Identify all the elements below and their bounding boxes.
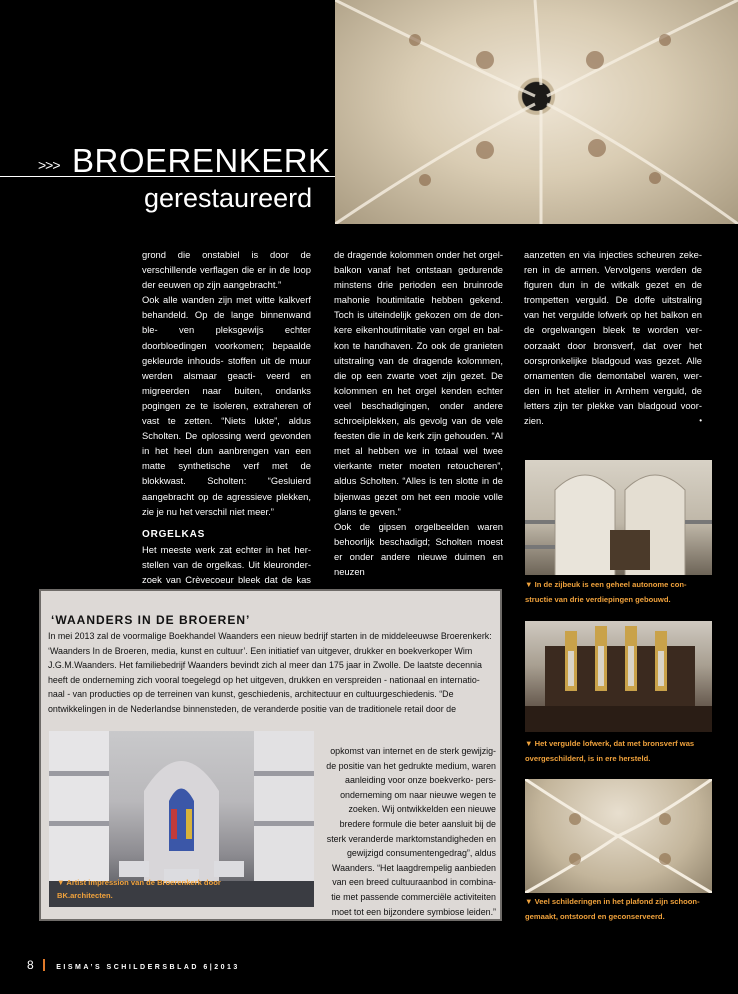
text-column-1 <box>142 247 311 602</box>
footer-divider <box>43 959 45 971</box>
box-quote-text: opkomst van internet en de sterk gewijzig- de positie van het gedrukte medium, waren aanleiding voor onze boekverko- pers-onderneming om naar nieuwe wegen te zoeken. Wij ontwikkelden een nieuwe bredere formule die beter aansluit bij de sterk veranderde marktomstandigheden en gewijzigd consumentengedrag”, aldus Waanders. “Het laagdrempelig aanbieden van een breed cultuuraanbod in combina- tie met passende commerciële activiteiten moet tot een bijzondere symbiose leiden.” <box>326 746 496 917</box>
paragraph <box>524 247 702 428</box>
box-photo-caption: ▼ Artist impression van de Broerenkerk door BK.architecten. <box>57 878 221 900</box>
sidebar-box <box>39 589 502 921</box>
paragraph: de dragende kolommen onder het orgel- balkon vanaf het ontstaan gedurende minstens drie perioden een bruinrode mahonie houtimitatie hebben gekend. Toch is uiteindelijk gekozen om de don- kere eikenhoutimitatie van orgel en bal- kon te handhaven. Zo ook de granieten uitstraling van de dragende kolommen, die op een zwarte voet zijn gezet. De kolommen en het orgel kenden echter veel beschadigingen, onder andere schroeiplekken, als gevolg van de vele feesten die in de kerk zijn gehouden. “Al met al hebben we in totaal wel twee vierkante meter moeten retoucheren”, aldus Scholten. “Alles is ten slotte in de bijenwas gezet om het een mooie volle glans te geven.” <box>334 249 503 517</box>
photo-caption: ▼ In de zijbeuk is een geheel autonome con- structie van drie verdiepingen gebouwd. <box>525 580 687 604</box>
page-number: 8 <box>27 958 35 972</box>
article-subtitle: gerestaureerd <box>144 183 313 213</box>
box-intro-text: In mei 2013 zal de voormalige Boekhandel Waanders een nieuw bedrijf starten in de middeleeuwse Broerenkerk: ‘Waanders In de Broeren, media, kunst en cultuur’. Een initiatief van uitgever, drukker en boekverkoper Wim J.G.M.Waanders. Het familiebedrijf Waanders bevindt zich al meer dan 175 jaar in Zwolle. De laatste decennia heeft de onderneming zich vooral toegelegd op het uitgeven, drukken en verspreiden - nationaal en internatio- naal - van producties op de terreinen van kunst, geschiedenis, architectuur en cultuurgeschiedenis. “De ontwikkelingen in de Nederlandse binnensteden, de veranderde positie van de traditionele retail door de <box>48 631 492 714</box>
article-title: BROERENKERK <box>72 142 331 179</box>
page-footer <box>27 958 240 972</box>
box-title: ‘WAANDERS IN DE BROEREN’ <box>51 613 251 627</box>
paragraph: Ook alle wanden zijn met witte kalkverf behandeld. Op de lange binnenwand ble- ven pleksgewijs echter doorbloedingen voorkomen; bepaalde gekleurde inhouds- stoffen uit de muur werden alsmaar geacti- veerd en migreerden naar buiten, ondanks pogingen ze te isoleren, extraheren of vast te zetten. “Niets lukte”, aldus Scholten. De oplossing werd gevonden in het heel dun aanbrengen van een matte synthetische verf met de blokkwast. Scholten: “Gesluierd aangebracht op de agressieve plekken, zie je nu het verschil niet meer.” <box>142 294 311 517</box>
side-aisle-photo <box>525 460 712 575</box>
organ-illustration <box>525 621 712 732</box>
photo-caption: ▼ Veel schilderingen in het plafond zijn schoon- gemaakt, ontstoord en geconserveerd. <box>525 897 700 921</box>
paragraph-text: aanzetten en via injecties scheuren zeke- ren in de armen. Vervolgens werden de figuren dun in de witkalk gezet en de trompetten verguld. De doffe uitstraling van het vergulde lofwerk op het balkon en de orgelwangen bleek te worden ver- oorzaakt door bronsverf, dat over het oorspronkelijke bladgoud was gezet. Alle ornamenten die demontabel waren, wer- den in het atelier in Arnhem verguld, de letters zijn ter plekke van bladgoud voor- zien. <box>524 249 702 427</box>
end-mark: • <box>699 416 702 426</box>
organ-photo <box>525 621 712 732</box>
title-arrows: >>> <box>38 157 60 173</box>
paragraph: grond die onstabiel is door de verschillende verflagen die er in de loop der eeuwen op zijn aangebracht.” <box>142 249 311 291</box>
paragraph: Het meeste werk zat echter in het her- stellen van de orgelkas. Uit kleuronder- zoek van Crèvecoeur bleek dat de kas <box>142 543 311 585</box>
section-heading: ORGELKAS <box>142 528 206 540</box>
photo-caption: ▼ Het vergulde lofwerk, dat met bronsverf was overgeschilderd, is in ere hersteld. <box>525 739 695 763</box>
vault-ribs <box>335 0 738 224</box>
ceiling-illustration <box>525 779 712 893</box>
hero-ceiling-photo <box>335 0 738 224</box>
paragraph: Ook de gipsen orgelbeelden waren behoorlijk beschadigd; Scholten moest er onder andere nieuwe duimen en neuzen <box>334 520 503 577</box>
ceiling-paintings-photo <box>525 779 712 893</box>
text-column-3 <box>524 247 702 428</box>
side-aisle-illustration <box>525 460 712 575</box>
magazine-name: EISMA’S SCHILDERSBLAD 6|2013 <box>56 964 240 971</box>
text-column-2 <box>334 247 503 579</box>
